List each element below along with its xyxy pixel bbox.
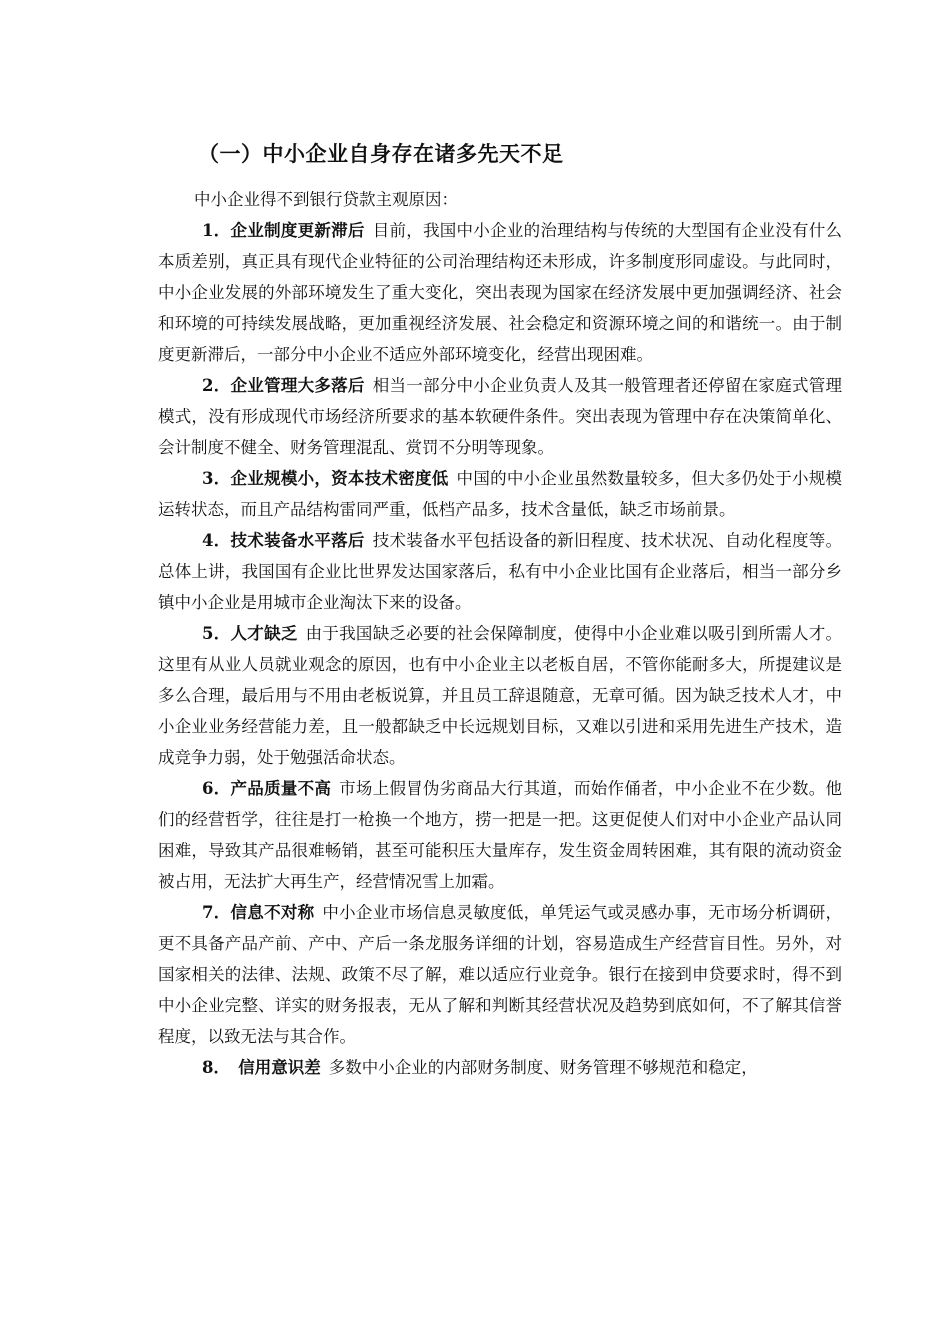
section-title: （一）中小企业自身存在诸多先天不足 (198, 141, 564, 166)
list-item (158, 618, 842, 773)
list-item (158, 525, 842, 618)
item-heading: 5．人才缺乏 (202, 624, 298, 643)
list-item (158, 370, 842, 463)
item-text: 相当一部分中小企业负责人及其一般管理者还停留在家庭式管理模式，没有形成现代市场经济所要求的基本软硬件条件。突出表现为管理中存在决策简单化、会计制度不健全、财务管理混乱、赏罚不分明等现象。 (158, 376, 843, 457)
list-item (158, 1052, 842, 1083)
item-text: 市场上假冒伪劣商品大行其道，而始作俑者，中小企业不在少数。他们的经营哲学，往往是打一枪换一个地方，捞一把是一把。这更促使人们对中小企业产品认同困难，导致其产品很难畅销，甚至可能积压大量库存，发生资金周转困难，其有限的流动资金被占用，无法扩大再生产，经营情况雪上加霜。 (158, 779, 843, 891)
item-text: 中小企业市场信息灵敏度低，单凭运气或灵感办事，无市场分析调研，更不具备产品产前、产中、产后一条龙服务详细的计划，容易造成生产经营盲目性。另外，对国家相关的法律、法规、政策不尽了解，难以适应行业竞争。银行在接到申贷要求时，得不到中小企业完整、详实的财务报表，无从了解和判断其经营状况及趋势到底如何，不了解其信誉程度，以致无法与其合作。 (158, 903, 843, 1046)
list-item (158, 215, 842, 370)
item-heading: 3．企业规模小，资本技术密度低 (202, 469, 449, 488)
item-heading: 1．企业制度更新滞后 (202, 221, 365, 240)
item-text: 由于我国缺乏必要的社会保障制度，使得中小企业难以吸引到所需人才。这里有从业人员就业观念的原因，也有中小企业主以老板自居，不管你能耐多大，所提建议是多么合理，最后用与不用由老板说算，并且员工辞退随意，无章可循。因为缺乏技术人才，中小企业业务经营能力差，且一般都缺乏中长远规划目标，又难以引进和采用先进生产技术，造成竞争力弱，处于勉强活命状态。 (158, 624, 843, 767)
intro-paragraph: 中小企业得不到银行贷款主观原因： (194, 190, 458, 209)
item-heading: 4．技术装备水平落后 (202, 531, 365, 550)
item-heading: 7．信息不对称 (202, 903, 315, 922)
list-item (158, 463, 842, 525)
list-item (158, 897, 842, 1052)
list-item (158, 773, 842, 897)
item-text: 目前，我国中小企业的治理结构与传统的大型国有企业没有什么本质差别，真正具有现代企业特征的公司治理结构还未形成，许多制度形同虚设。与此同时，中小企业发展的外部环境发生了重大变化，突出表现为国家在经济发展中更加强调经济、社会和环境的可持续发展战略，更加重视经济发展、社会稳定和资源环境之间的和谐统一。由于制度更新滞后，一部分中小企业不适应外部环境变化，经营出现困难。 (158, 221, 843, 364)
document-page (158, 134, 842, 1083)
item-text: 多数中小企业的内部财务制度、财务管理不够规范和稳定， (328, 1058, 758, 1077)
item-heading: 2．企业管理大多落后 (202, 376, 365, 395)
item-heading: 8． 信用意识差 (202, 1058, 321, 1077)
item-text: 中国的中小企业虽然数量较多，但大多仍处于小规模运转状态，而且产品结构雷同严重，低档产品多，技术含量低，缺乏市场前景。 (158, 469, 843, 519)
item-text: 技术装备水平包括设备的新旧程度、技术状况、自动化程度等。总体上讲，我国国有企业比世界发达国家落后，私有中小企业比国有企业落后，相当一部分乡镇中小企业是用城市企业淘汰下来的设备。 (158, 531, 843, 612)
item-heading: 6．产品质量不高 (202, 779, 332, 798)
